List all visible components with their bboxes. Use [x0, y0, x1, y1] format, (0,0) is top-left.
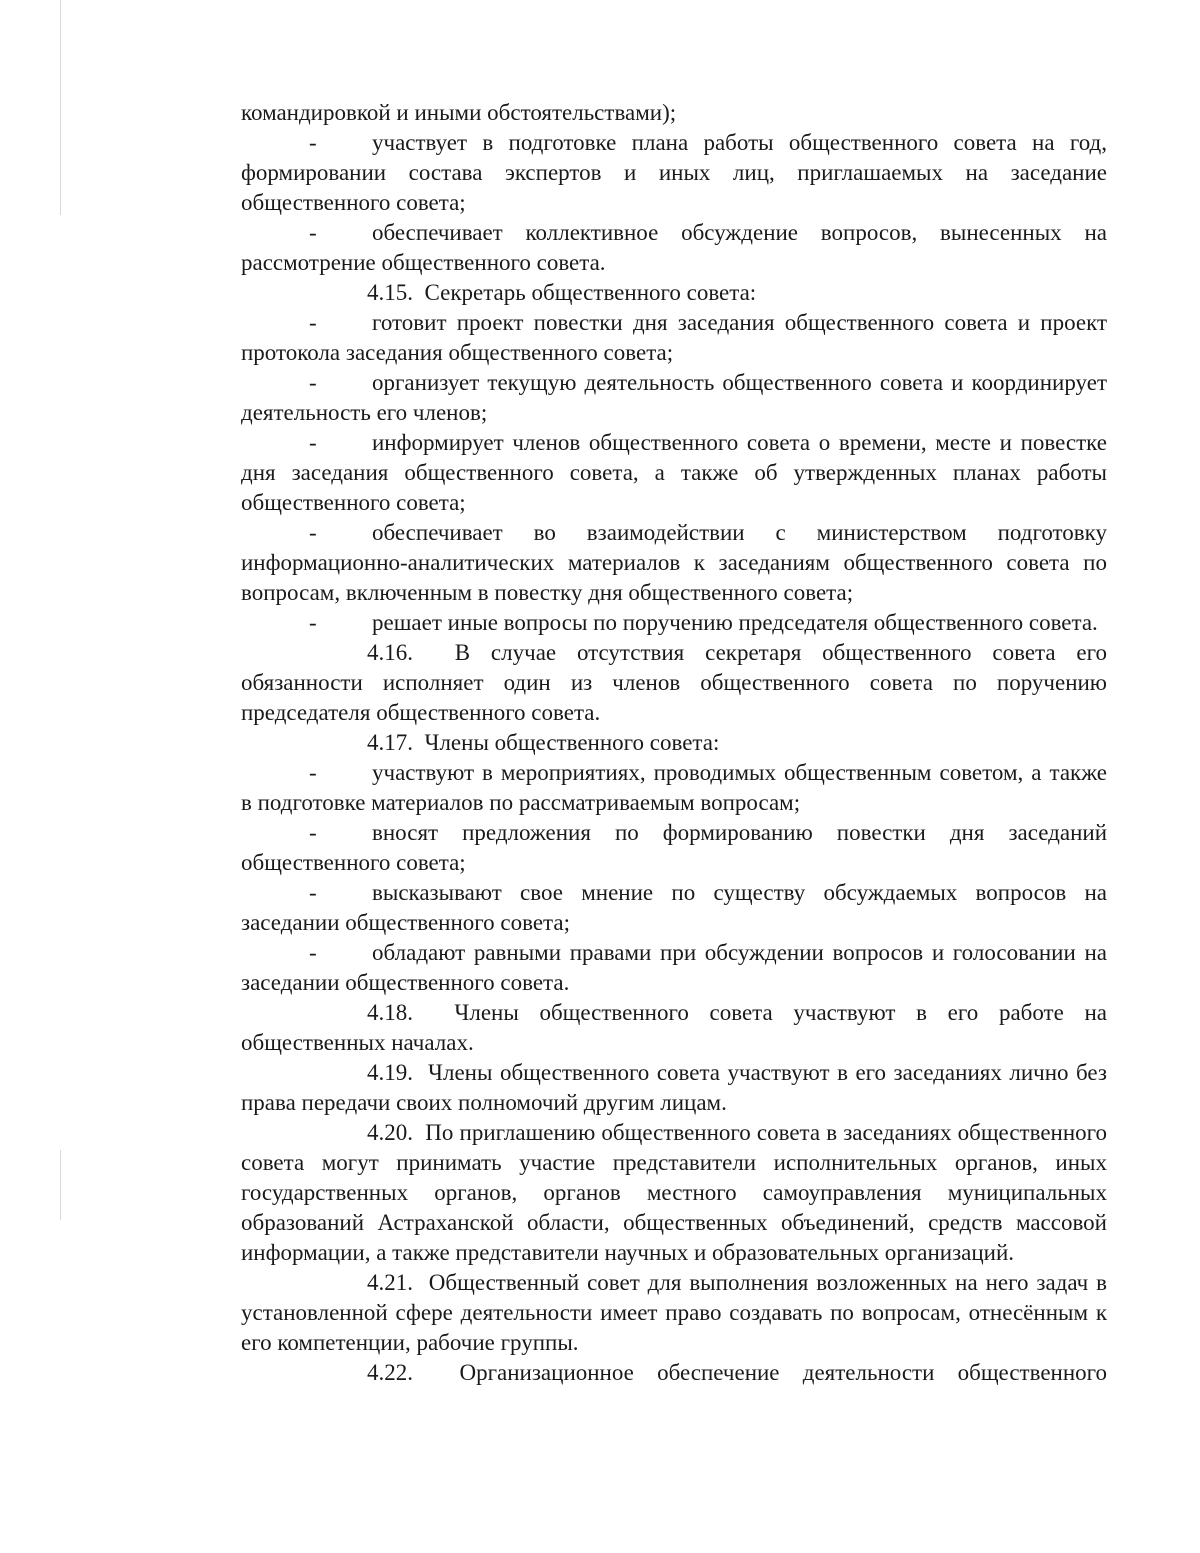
bullet-text: участвуют в мероприятиях, проводимых общественным советом, а также в подготовке материалов по рассматриваемым вопросам; — [241, 760, 1107, 815]
bullet-item — [241, 428, 1107, 518]
clause-number: 4.20. — [367, 1120, 413, 1145]
bullet-text: готовит проект повестки дня заседания общественного совета и проект протокола заседания общественного совета; — [241, 310, 1107, 365]
clause-text: Секретарь общественного совета: — [424, 280, 757, 305]
bullet-item — [241, 128, 1107, 218]
clause-paragraph — [241, 1058, 1107, 1118]
bullet-item — [241, 368, 1107, 428]
clause-paragraph — [241, 728, 1107, 758]
clause-number: 4.21. — [367, 1270, 413, 1295]
bullet-dash: - — [309, 370, 317, 395]
bullet-text: организует текущую деятельность общественного совета и координирует деятельность его членов; — [241, 370, 1107, 425]
scan-edge-line-bottom — [60, 1150, 61, 1220]
clause-number: 4.19. — [367, 1060, 413, 1085]
clause-text: По приглашению общественного совета в заседаниях общественного совета могут принимать участие представители исполнительных органов, иных государственных органов, органов местного самоуправления муниципальных образований Астраханской области, общественных объединений, средств массовой информации, а также представители научных и образовательных организаций. — [241, 1120, 1108, 1265]
bullet-dash: - — [309, 220, 317, 245]
bullet-dash: - — [309, 760, 317, 785]
clause-paragraph — [241, 278, 1107, 308]
bullet-dash: - — [309, 310, 317, 335]
clause-text: Члены общественного совета участвуют в его работе на общественных началах. — [241, 1000, 1108, 1055]
bullet-text: обеспечивает во взаимодействии с министерством подготовку информационно-аналитических материалов к заседаниям общественного совета по вопросам, включенным в повестку дня общественного совета; — [241, 520, 1107, 605]
bullet-text: решает иные вопросы по поручению председателя общественного совета. — [372, 610, 1098, 635]
clause-text: В случае отсутствия секретаря общественного совета его обязанности исполняет один из членов общественного совета по поручению председателя общественного совета. — [241, 640, 1108, 725]
bullet-item — [241, 308, 1107, 368]
clause-number: 4.17. — [367, 730, 413, 755]
clause-text: Члены общественного совета участвуют в его заседаниях лично без права передачи своих полномочий другим лицам. — [241, 1060, 1107, 1115]
bullet-dash: - — [309, 610, 317, 635]
bullet-dash: - — [309, 130, 317, 155]
bullet-text: высказывают свое мнение по существу обсуждаемых вопросов на заседании общественного совета; — [241, 880, 1107, 935]
bullet-text: обладают равными правами при обсуждении вопросов и голосовании на заседании общественного совета. — [241, 940, 1107, 995]
clause-number: 4.16. — [367, 640, 413, 665]
bullet-item — [241, 938, 1107, 998]
bullet-item — [241, 218, 1107, 278]
bullet-item — [241, 608, 1107, 638]
bullet-dash: - — [309, 880, 317, 905]
bullet-text: информирует членов общественного совета о времени, месте и повестке дня заседания общественного совета, а также об утвержденных планах работы общественного совета; — [241, 430, 1107, 515]
bullet-item — [241, 518, 1107, 608]
bullet-text: вносят предложения по формированию повестки дня заседаний общественного совета; — [241, 820, 1107, 875]
clause-number: 4.22. — [367, 1360, 413, 1385]
clause-number: 4.15. — [367, 280, 413, 305]
document-page — [241, 98, 1107, 1388]
clause-paragraph — [241, 998, 1107, 1058]
bullet-text: участвует в подготовке плана работы общественного совета на год, формировании состава экспертов и иных лиц, приглашаемых на заседание общественного совета; — [241, 130, 1107, 215]
clause-text: Общественный совет для выполнения возложенных на него задач в установленной сфере деятельности имеет право создавать по вопросам, отнесённым к его компетенции, рабочие группы. — [241, 1270, 1107, 1355]
clause-paragraph — [241, 1358, 1107, 1388]
bullet-text: обеспечивает коллективное обсуждение вопросов, вынесенных на рассмотрение общественного совета. — [241, 220, 1107, 275]
clause-text: Члены общественного совета: — [424, 730, 720, 755]
bullet-dash: - — [309, 520, 317, 545]
clause-paragraph — [241, 638, 1107, 728]
continuation-text: командировкой и иными обстоятельствами); — [241, 100, 677, 125]
clause-number: 4.18. — [367, 1000, 413, 1025]
clause-paragraph — [241, 1268, 1107, 1358]
bullet-dash: - — [309, 820, 317, 845]
scan-edge-line-top — [60, 0, 61, 215]
clause-text: Организационное обеспечение деятельности общественного — [459, 1360, 1108, 1385]
bullet-dash: - — [309, 430, 317, 455]
clause-paragraph — [241, 1118, 1107, 1268]
bullet-item — [241, 878, 1107, 938]
bullet-item — [241, 758, 1107, 818]
bullet-item — [241, 818, 1107, 878]
bullet-dash: - — [309, 940, 317, 965]
